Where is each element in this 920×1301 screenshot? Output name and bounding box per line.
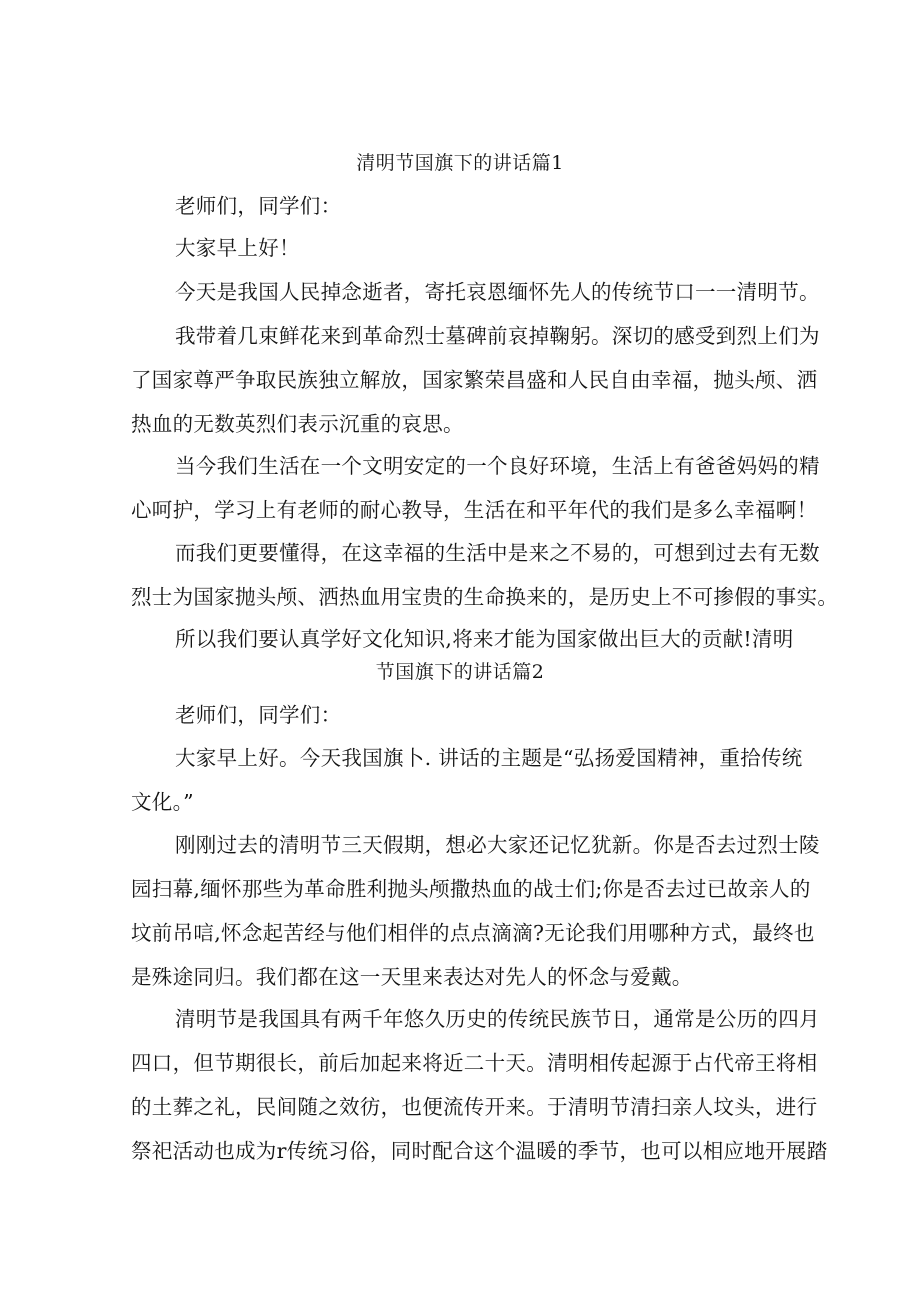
paragraph-line: 文化。” (131, 790, 194, 814)
greeting-1 (131, 226, 791, 270)
paragraph-line: 坟前吊唁,怀念起苦经与他们相伴的点点滴滴?无论我们用哪种方式，最终也 (131, 921, 815, 945)
paragraph-line: 当今我们生活在一个文明安定的一个良好环境，生活上有爸爸妈妈的精 (175, 454, 820, 478)
paragraph-line: 刚刚过去的清明节三天假期，想必大家还记忆犹新。你是否去过烈士陵 (175, 833, 820, 857)
paragraph-line: 而我们更要懂得，在这幸福的生活中是来之不易的，可想到过去有无数 (175, 541, 820, 565)
paragraph-tribute (131, 314, 820, 446)
paragraph-history (131, 997, 828, 1173)
paragraph-line: 所以我们要认真学好文化知识,将来才能为国家做出巨大的贡献!清明 (175, 627, 794, 651)
paragraph-line: 祭祀活动也成为r传统习俗，同时配合这个温暖的季节，也可以相应地开展踏 (131, 1139, 828, 1163)
paragraph-intro (131, 270, 820, 314)
salutation-1 (131, 184, 791, 228)
paragraph-line: 热血的无数英烈们表示沉重的哀思。 (131, 412, 464, 436)
section-title-1: 清明节国旗下的讲话篇1 (356, 152, 564, 174)
paragraph-line: 了国家尊严争取民族独立解放，国家繁荣昌盛和人民自由幸福，抛头颅、洒 (131, 368, 818, 392)
paragraph-understanding (131, 531, 839, 619)
paragraph-line: 烈士为国家抛头颅、洒热血用宝贵的生命换来的，是历史上不可掺假的事实。 (131, 585, 839, 609)
paragraph-theme (131, 736, 803, 824)
paragraph-line: 我带着几束鲜花来到革命烈士墓碑前哀掉鞠躬。深切的感受到烈上们为 (175, 324, 820, 348)
paragraph-line: 园扫幕,缅怀那些为革命胜利抛头颅撒热血的战士们;你是否去过已故亲人的 (131, 877, 811, 901)
salutation-2 (131, 693, 791, 737)
paragraph-line: 今天是我国人民掉念逝者，寄托哀恩缅怀先人的传统节口一一清明节。 (175, 280, 820, 304)
paragraph-line: 老师们，同学们： (175, 703, 342, 727)
section-title-2: 节国旗下的讲话篇2 (375, 661, 545, 683)
paragraph-line: 大家早上好。今天我国旗卜. 讲话的主题是“弘扬爱国精神，重拾传统 (175, 746, 803, 770)
paragraph-line: 老师们，同学们： (175, 194, 342, 218)
paragraph-line: 是殊途同归。我们都在这一天里来表达对先人的怀念与爱戴。 (131, 965, 693, 989)
paragraph-holiday (131, 823, 820, 999)
paragraph-line: 四口，但节期很长，前后加起来将近二十天。清明相传起源于占代帝王将相 (131, 1051, 818, 1075)
paragraph-line: 清明节是我国具有两千年悠久历史的传统民族节日，通常是公历的四月 (175, 1007, 820, 1031)
paragraph-line: 心呵护，学习上有老师的耐心教导，生活在和平年代的我们是多么幸福啊！ (131, 498, 818, 522)
paragraph-line: 的土葬之礼，民间随之效彷，也便流传开来。于清明节清扫亲人坟头，进行 (131, 1095, 818, 1119)
paragraph-study (131, 617, 794, 661)
paragraph-line: 大家早上好！ (175, 236, 300, 260)
paragraph-life (131, 444, 820, 532)
